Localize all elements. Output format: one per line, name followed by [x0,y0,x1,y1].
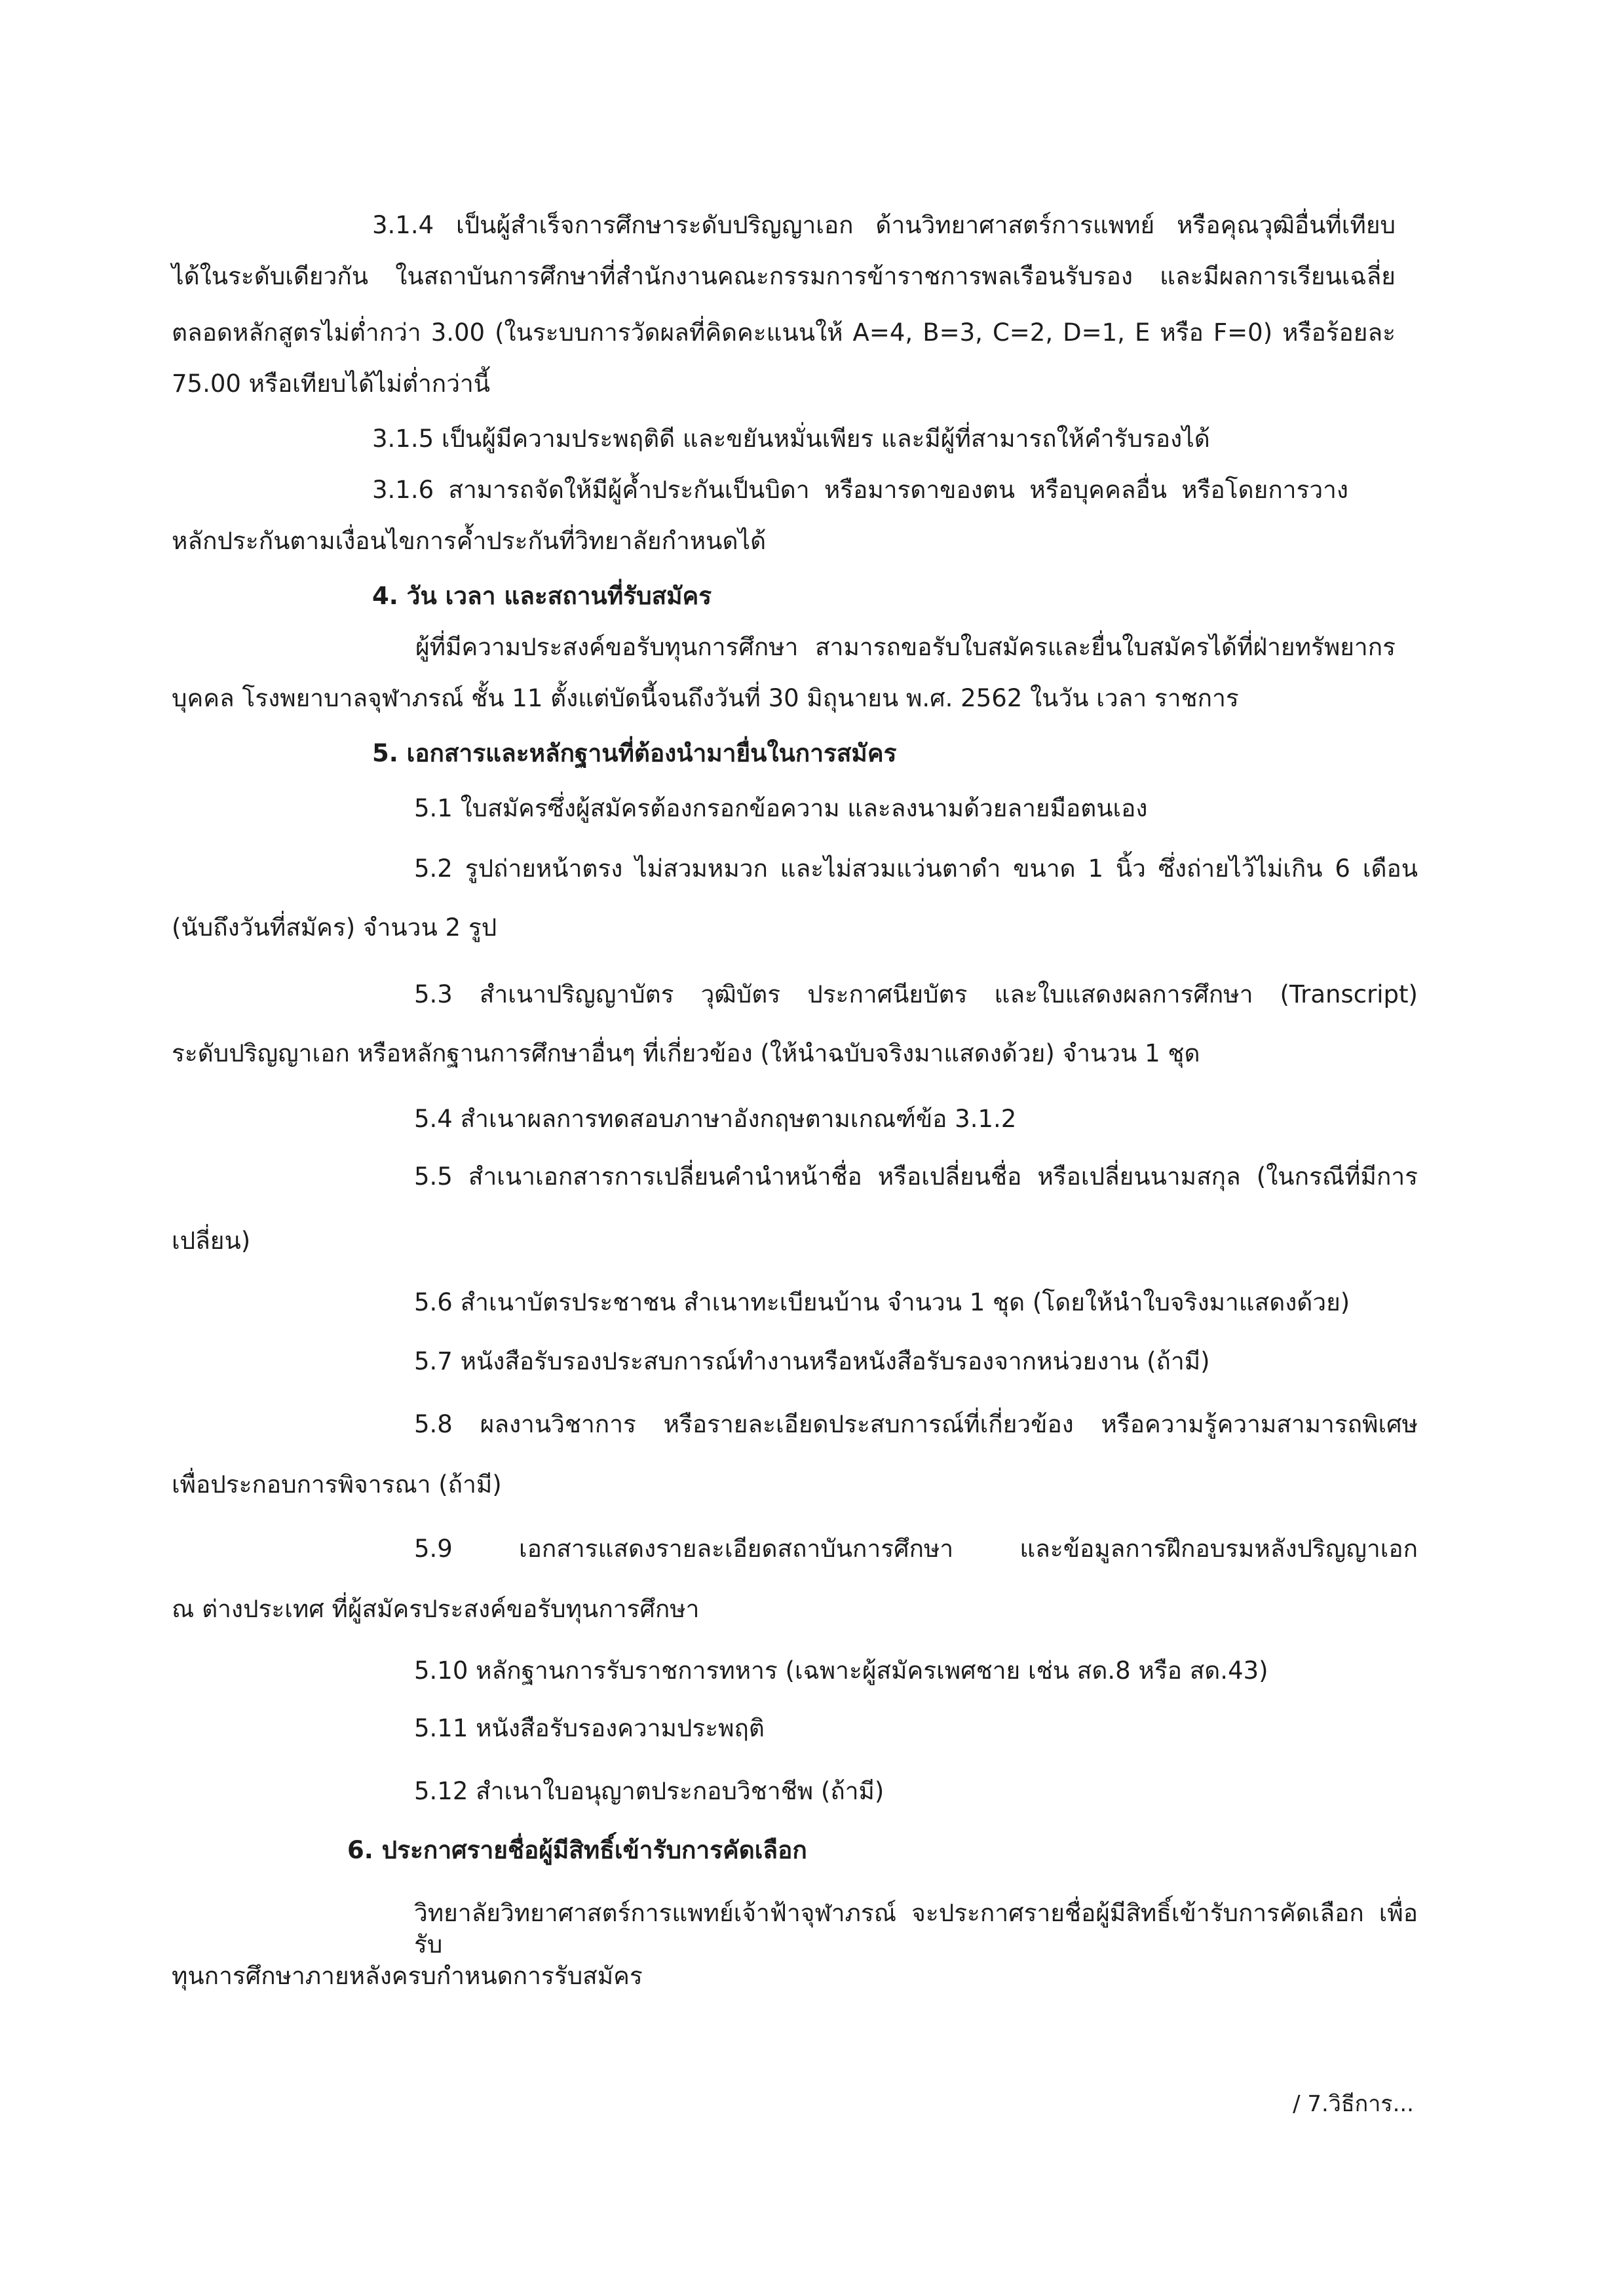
item-5-9-line-2: ณ ต่างประเทศ ที่ผู้สมัครประสงค์ขอรับทุนการศึกษา [172,1595,700,1623]
item-5-9-line-1: 5.9 เอกสารแสดงรายละเอียดสถาบันการศึกษา และข้อมูลการฝึกอบรมหลังปริญญาเอก [414,1535,1418,1563]
item-5-3-line-2: ระดับปริญญาเอก หรือหลักฐานการศึกษาอื่นๆ ที่เกี่ยวข้อง (ให้นำฉบับจริงมาแสดงด้วย) จำนวน 1 ชุด [172,1039,1200,1067]
paragraph-3-1-5: 3.1.5 เป็นผู้มีความประพฤติดี และขยันหมั่นเพียร และมีผู้ที่สามารถให้คำรับรองได้ [372,425,1210,453]
item-5-2-line-1: 5.2 รูปถ่ายหน้าตรง ไม่สวมหมวก และไม่สวมแว่นตาดำ ขนาด 1 นิ้ว ซึ่งถ่ายไว้ไม่เกิน 6 เดือน [414,854,1418,883]
section-4-heading: 4. วัน เวลา และสถานที่รับสมัคร [372,582,712,610]
item-5-5-line-1: 5.5 สำเนาเอกสารการเปลี่ยนคำนำหน้าชื่อ หรือเปลี่ยนชื่อ หรือเปลี่ยนนามสกุล (ในกรณีที่มีการ [414,1162,1418,1191]
section-4-text-line-1: ผู้ที่มีความประสงค์ขอรับทุนการศึกษา สามารถขอรับใบสมัครและยื่นใบสมัครได้ที่ฝ่ายทรัพยากร [415,633,1396,661]
paragraph-3-1-4-line-4: 75.00 หรือเทียบได้ไม่ต่ำกว่านี้ [172,370,491,398]
item-5-6: 5.6 สำเนาบัตรประชาชน สำเนาทะเบียนบ้าน จำนวน 1 ชุด (โดยให้นำใบจริงมาแสดงด้วย) [414,1288,1350,1316]
section-6-text-line-1: วิทยาลัยวิทยาศาสตร์การแพทย์เจ้าฟ้าจุฬาภรณ์ จะประกาศรายชื่อผู้มีสิทธิ์เข้ารับการคัดเลือก เพื่อรับ [414,1899,1418,1959]
item-5-8-line-1: 5.8 ผลงานวิชาการ หรือรายละเอียดประสบการณ์ที่เกี่ยวข้อง หรือความรู้ความสามารถพิเศษ [414,1410,1418,1438]
section-6-heading: 6. ประกาศรายชื่อผู้มีสิทธิ์เข้ารับการคัดเลือก [347,1836,807,1864]
item-5-10: 5.10 หลักฐานการรับราชการทหาร (เฉพาะผู้สมัครเพศชาย เช่น สด.8 หรือ สด.43) [414,1656,1268,1685]
paragraph-3-1-4-line-1: 3.1.4 เป็นผู้สำเร็จการศึกษาระดับปริญญาเอก ด้านวิทยาศาสตร์การแพทย์ หรือคุณวุฒิอื่นที่เทียบ [372,211,1396,239]
paragraph-3-1-4-line-2: ได้ในระดับเดียวกัน ในสถาบันการศึกษาที่สำนักงานคณะกรรมการข้าราชการพลเรือนรับรอง และมีผลการเรียนเฉลี่ย [172,262,1396,290]
section-6-text-line-2: ทุนการศึกษาภายหลังครบกำหนดการรับสมัคร [172,1962,643,1990]
item-5-12: 5.12 สำเนาใบอนุญาตประกอบวิชาชีพ (ถ้ามี) [414,1777,885,1805]
item-5-8-line-2: เพื่อประกอบการพิจารณา (ถ้ามี) [172,1470,502,1499]
item-5-4: 5.4 สำเนาผลการทดสอบภาษาอังกฤษตามเกณฑ์ข้อ 3.1.2 [414,1105,1017,1133]
item-5-2-line-2: (นับถึงวันที่สมัคร) จำนวน 2 รูป [172,913,497,942]
paragraph-3-1-6-line-2: หลักประกันตามเงื่อนไขการค้ำประกันที่วิทยาลัยกำหนดได้ [172,527,767,555]
paragraph-3-1-6-line-1: 3.1.6 สามารถจัดให้มีผู้ค้ำประกันเป็นบิดา หรือมารดาของตน หรือบุคคลอื่น หรือโดยการวาง [372,476,1348,504]
item-5-11: 5.11 หนังสือรับรองความประพฤติ [414,1714,765,1742]
section-4-text-line-2: บุคคล โรงพยาบาลจุฬาภรณ์ ชั้น 11 ตั้งแต่บัดนี้จนถึงวันที่ 30 มิถุนายน พ.ศ. 2562 ในวัน เวลา ราชการ [172,684,1239,712]
paragraph-3-1-4-line-3: ตลอดหลักสูตรไม่ต่ำกว่า 3.00 (ในระบบการวัดผลที่คิดคะแนนให้ A=4, B=3, C=2, D=1, E หรือ F=0) หรือร้อยละ [172,318,1396,347]
section-5-heading: 5. เอกสารและหลักฐานที่ต้องนำมายื่นในการสมัคร [372,739,897,767]
page-footer-continuation: / 7.วิธีการ... [1293,2091,1414,2117]
item-5-1: 5.1 ใบสมัครซึ่งผู้สมัครต้องกรอกข้อความ และลงนามด้วยลายมือตนเอง [414,794,1148,822]
item-5-5-line-2: เปลี่ยน) [172,1227,251,1255]
item-5-3-line-1: 5.3 สำเนาปริญญาบัตร วุฒิบัตร ประกาศนียบัตร และใบแสดงผลการศึกษา (Transcript) [414,980,1418,1008]
item-5-7: 5.7 หนังสือรับรองประสบการณ์ทำงานหรือหนังสือรับรองจากหน่วยงาน (ถ้ามี) [414,1347,1210,1375]
